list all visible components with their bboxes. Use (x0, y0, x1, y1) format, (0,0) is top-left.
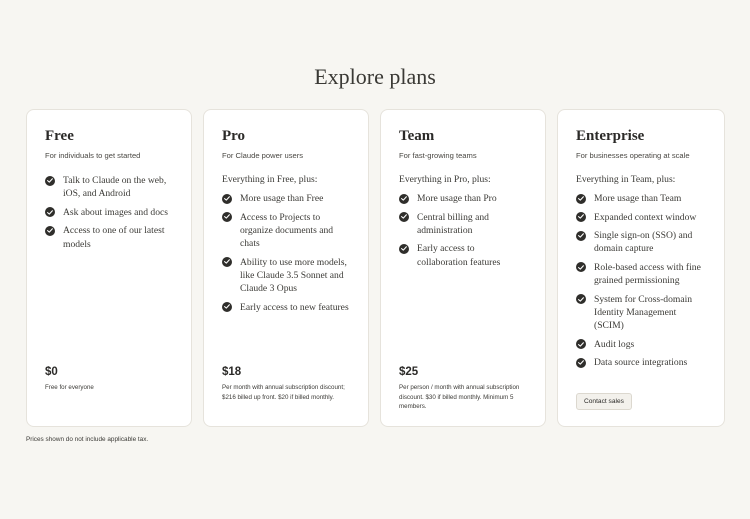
feature-item (576, 261, 706, 287)
check-circle-icon (45, 226, 55, 236)
check-circle-icon (399, 194, 409, 204)
check-circle-icon (576, 358, 586, 368)
feature-label: Ask about images and docs (63, 206, 168, 218)
plan-card-free (26, 109, 192, 427)
price-note: Free for everyone (45, 384, 94, 391)
check-circle-icon (576, 294, 586, 304)
feature-label: Access to one of our latest models (63, 225, 165, 250)
feature-label: Audit logs (594, 338, 635, 350)
feature-item (222, 192, 350, 205)
price-note: Per person / month with annual subscription discount. $30 if billed monthly. Minimum 5 members. (399, 384, 520, 411)
feature-label: Ability to use more models, like Claude 3.5 Sonnet and Claude 3 Opus (240, 256, 347, 294)
check-circle-icon (576, 262, 586, 272)
check-circle-icon (222, 194, 232, 204)
plan-price: $0 (45, 366, 58, 378)
plan-name: Enterprise (576, 128, 645, 144)
plan-price: $25 (399, 366, 419, 378)
plan-description: For Claude power users (222, 151, 304, 160)
price-block (222, 365, 352, 402)
feature-item (222, 301, 350, 314)
price-block (45, 365, 175, 393)
feature-item (399, 211, 527, 237)
plan-name: Team (399, 128, 435, 144)
feature-item (576, 229, 706, 255)
check-circle-icon (576, 231, 586, 241)
feature-item (576, 356, 706, 369)
plan-name: Pro (222, 128, 246, 144)
plan-price: $18 (222, 366, 242, 378)
check-circle-icon (576, 212, 586, 222)
feature-item (576, 293, 706, 333)
tax-footnote: Prices shown do not include applicable tax. (26, 436, 149, 443)
plan-name: Free (45, 128, 74, 144)
plan-card-enterprise (557, 109, 725, 427)
feature-list (45, 174, 173, 251)
feature-label: Role-based access with fine grained permissioning (594, 261, 701, 287)
check-circle-icon (399, 244, 409, 254)
plans-grid (26, 109, 725, 429)
check-circle-icon (45, 176, 55, 186)
feature-label: Data source integrations (594, 357, 688, 369)
feature-item (45, 174, 173, 200)
feature-item (222, 256, 350, 296)
check-circle-icon (222, 257, 232, 267)
feature-label: Single sign-on (SSO) and domain capture (594, 230, 693, 255)
feature-item (45, 224, 173, 250)
feature-list (399, 192, 527, 269)
plan-description: For individuals to get started (45, 151, 141, 160)
price-note: Per month with annual subscription discount; $216 billed up front. $20 if billed monthly. (222, 384, 345, 401)
feature-item (222, 211, 350, 251)
feature-item (45, 206, 173, 219)
feature-label: More usage than Team (594, 193, 682, 204)
plan-card-pro (203, 109, 369, 427)
feature-item (399, 242, 527, 268)
feature-label: Expanded context window (594, 211, 697, 223)
feature-list (222, 192, 350, 314)
feature-label: More usage than Pro (417, 193, 497, 204)
feature-item (576, 192, 706, 205)
feature-item (576, 211, 706, 224)
feature-label: Central billing and administration (417, 211, 489, 236)
feature-label: Early access to new features (240, 301, 349, 313)
feature-label: Access to Projects to organize documents and chats (240, 211, 334, 249)
check-circle-icon (576, 339, 586, 349)
check-circle-icon (222, 212, 232, 222)
check-circle-icon (576, 194, 586, 204)
feature-label: Early access to collaboration features (417, 243, 501, 268)
plan-card-team (380, 109, 546, 427)
price-block (399, 365, 529, 412)
feature-item (576, 338, 706, 351)
feature-label: Talk to Claude on the web, iOS, and Android (63, 175, 167, 200)
contact-sales-button[interactable]: Contact sales (576, 393, 632, 410)
plan-description: For fast-growing teams (399, 151, 477, 160)
check-circle-icon (222, 302, 232, 312)
check-circle-icon (399, 212, 409, 222)
plan-description: For businesses operating at scale (576, 151, 690, 160)
check-circle-icon (45, 207, 55, 217)
plan-intro: Everything in Team, plus: (576, 174, 676, 185)
feature-label: System for Cross-domain Identity Management (SCIM) (594, 293, 693, 332)
feature-label: More usage than Free (240, 193, 324, 204)
page-title: Explore plans (314, 64, 436, 89)
feature-list (576, 192, 706, 370)
feature-item (399, 192, 527, 205)
plan-intro: Everything in Pro, plus: (399, 174, 491, 185)
plan-intro: Everything in Free, plus: (222, 174, 318, 185)
